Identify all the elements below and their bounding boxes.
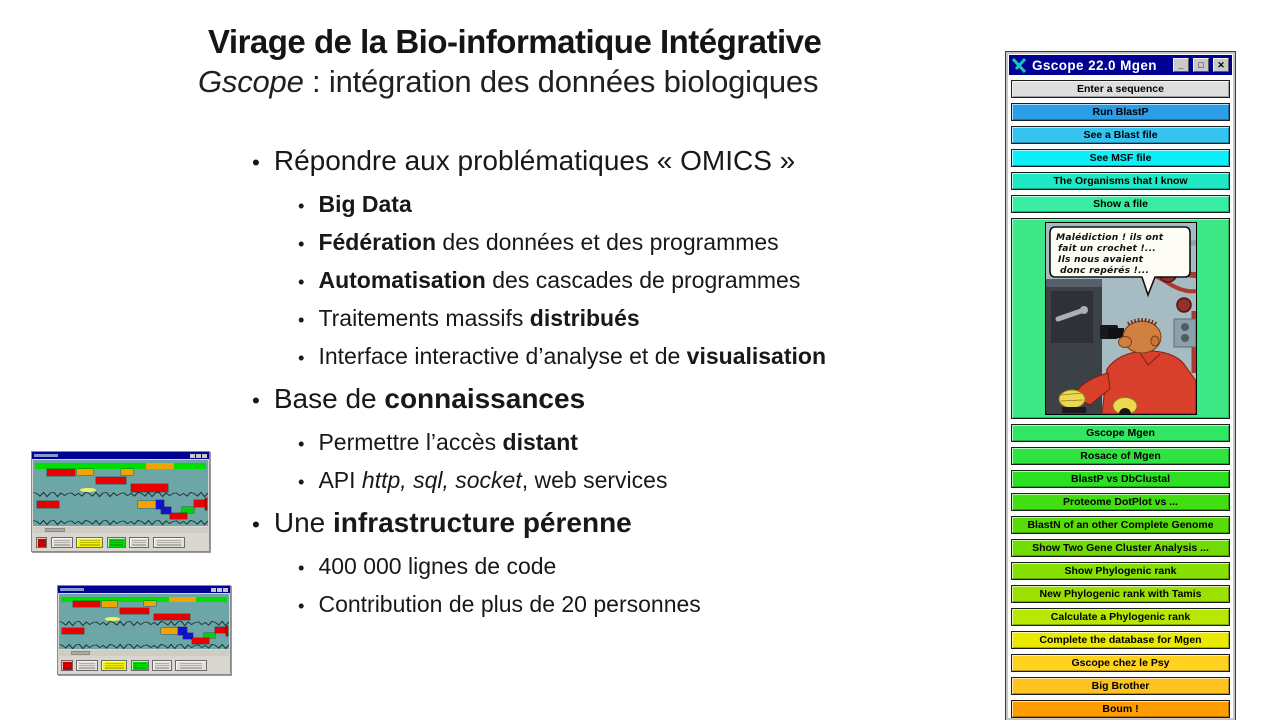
mini-toolbar-button xyxy=(51,537,73,548)
mini-scrollbar xyxy=(33,527,208,533)
bullet-item-level-2 xyxy=(252,262,992,300)
gscope-button-run-blastp[interactable]: Run BlastP xyxy=(1011,103,1230,121)
gene-annotation-box xyxy=(170,513,188,520)
mini-window-control xyxy=(217,588,222,592)
bullet-marker: • xyxy=(298,347,305,368)
slide-title-line2 xyxy=(198,62,918,102)
gscope-titlebar xyxy=(1009,55,1232,75)
mini-toolbar-button xyxy=(175,660,206,671)
mini-toolbar xyxy=(58,656,230,674)
gscope-bottom-buttons xyxy=(1011,424,1230,718)
bullet-marker: • xyxy=(298,233,305,254)
gscope-button-calculate-a-phylogenic-rank[interactable]: Calculate a Phylogenic rank xyxy=(1011,608,1230,626)
bullet-item-level-2 xyxy=(252,424,992,462)
illegible-text-lines xyxy=(134,662,147,669)
illegible-text-lines xyxy=(110,539,123,546)
text-run: Automatisation xyxy=(318,267,486,293)
gscope-button-gscope-chez-le-psy[interactable]: Gscope chez le Psy xyxy=(1011,654,1230,672)
gene-annotation-box xyxy=(62,628,84,634)
mini-toolbar-button xyxy=(129,537,149,548)
text-run: Permettre l’accès xyxy=(318,429,503,455)
text-run: connaissances xyxy=(384,383,586,414)
bullet-list xyxy=(252,138,992,624)
illegible-text-lines xyxy=(38,539,46,546)
bullet-item-level-1 xyxy=(252,500,992,548)
gscope-button-show-a-file[interactable]: Show a file xyxy=(1011,195,1230,213)
gene-annotation-box xyxy=(205,498,207,510)
illegible-text-lines xyxy=(157,539,181,546)
gscope-button-boum[interactable]: Boum ! xyxy=(1011,700,1230,718)
text-run: Gscope xyxy=(198,64,304,99)
mini-window-controls xyxy=(211,588,228,592)
gscope-button-proteome-dotplot-vs[interactable]: Proteome DotPlot vs ... xyxy=(1011,493,1230,511)
bullet-item-level-2 xyxy=(252,224,992,262)
bullet-item-level-2 xyxy=(252,586,992,624)
bullet-item-level-2 xyxy=(252,186,992,224)
mini-scrollbar xyxy=(59,650,229,656)
gene-annotation-box xyxy=(144,601,156,606)
text-run: : intégration des données biologiques xyxy=(303,64,819,99)
gene-annotation-box xyxy=(215,627,225,633)
illegible-text-lines xyxy=(105,662,124,669)
gscope-window-title: Gscope 22.0 Mgen xyxy=(1032,57,1157,73)
text-run: distant xyxy=(502,429,578,455)
bullet-item-level-2 xyxy=(252,462,992,500)
gscope-button-blastn-of-an-other-complete-genome[interactable]: BlastN of an other Complete Genome xyxy=(1011,516,1230,534)
yellow-glove-left xyxy=(1059,390,1085,408)
mini-window-control xyxy=(196,454,201,458)
gscope-button-big-brother[interactable]: Big Brother xyxy=(1011,677,1230,695)
mini-scrollbar-thumb xyxy=(45,528,64,532)
illegible-text-lines xyxy=(132,539,146,546)
bullet-text xyxy=(274,138,795,184)
bullet-marker: • xyxy=(252,388,260,413)
gene-annotation-box xyxy=(131,484,168,491)
ruler-highlight-segment xyxy=(169,597,196,602)
text-run: Traitements massifs xyxy=(318,305,530,331)
genome-browser-screenshot-2 xyxy=(57,585,231,675)
speech-line-4: donc repérés !... xyxy=(1059,265,1149,276)
gene-annotation-box xyxy=(102,601,117,607)
signal-wave xyxy=(33,490,208,498)
bullet-marker: • xyxy=(298,471,305,492)
speech-line-2: fait un crochet !... xyxy=(1057,243,1156,254)
mini-window-control xyxy=(223,588,228,592)
mini-toolbar-button xyxy=(76,660,97,671)
text-run: Interface interactive d’analyse et de xyxy=(318,343,687,369)
maximize-button[interactable]: □ xyxy=(1193,58,1209,72)
speech-line-3: Ils nous avaient xyxy=(1057,254,1143,265)
bullet-text xyxy=(318,462,667,499)
text-run: 400 000 lignes de code xyxy=(318,553,557,579)
mini-window-control xyxy=(202,454,207,458)
gscope-button-show-phylogenic-rank[interactable]: Show Phylogenic rank xyxy=(1011,562,1230,580)
text-run: infrastructure pérenne xyxy=(333,507,632,538)
gene-annotation-box xyxy=(192,638,209,644)
gscope-button-enter-a-sequence[interactable]: Enter a sequence xyxy=(1011,80,1230,98)
bullet-text xyxy=(318,262,800,299)
gscope-button-see-a-blast-file[interactable]: See a Blast file xyxy=(1011,126,1230,144)
gscope-button-the-organisms-that-i-know[interactable]: The Organisms that I know xyxy=(1011,172,1230,190)
gene-annotation-box xyxy=(120,608,149,614)
gene-annotation-box xyxy=(154,614,190,620)
mini-window-control xyxy=(190,454,195,458)
bullet-item-level-2 xyxy=(252,548,992,586)
bullet-text xyxy=(274,500,632,546)
text-run: Base de xyxy=(273,383,385,414)
illegible-text-lines xyxy=(79,662,94,669)
bullet-text xyxy=(274,376,585,422)
gene-annotation-box xyxy=(138,501,157,508)
bullet-marker: • xyxy=(298,433,305,454)
mini-window-titlebar xyxy=(58,586,230,593)
bullet-item-level-1 xyxy=(252,376,992,424)
mini-toolbar-button xyxy=(152,660,172,671)
ruler-highlight-segment xyxy=(146,463,173,469)
mini-toolbar-button xyxy=(36,537,48,548)
gene-annotation-box xyxy=(226,626,228,636)
tintin-comic-illustration xyxy=(1046,223,1196,414)
gene-annotation-box xyxy=(47,469,75,476)
text-run: visualisation xyxy=(686,343,826,369)
gscope-window xyxy=(1006,52,1235,720)
text-run: http, sql, socket xyxy=(361,467,522,493)
illegible-text-lines xyxy=(80,539,100,546)
gene-annotation-box xyxy=(121,469,133,475)
mini-window-title-stub xyxy=(34,454,58,457)
comic-frame xyxy=(1011,218,1230,419)
mini-toolbar-button xyxy=(101,660,127,671)
bullet-text xyxy=(318,224,778,261)
close-button[interactable]: ✕ xyxy=(1213,58,1229,72)
mini-toolbar xyxy=(32,533,209,551)
signal-wave xyxy=(59,619,229,627)
speech-line-1: Malédiction ! ils ont xyxy=(1055,232,1163,243)
mini-window-controls xyxy=(190,454,207,458)
bullet-marker: • xyxy=(298,271,305,292)
mini-toolbar-button xyxy=(76,537,103,548)
bullet-marker: • xyxy=(298,195,305,216)
mini-toolbar-button xyxy=(107,537,126,548)
illegible-text-lines xyxy=(180,662,203,669)
bullet-item-level-2 xyxy=(252,338,992,376)
text-run: distribués xyxy=(529,305,640,331)
minimize-button[interactable]: _ xyxy=(1173,58,1189,72)
illegible-text-lines xyxy=(63,662,70,669)
text-run: Big Data xyxy=(318,191,412,217)
text-run: Une xyxy=(273,507,333,538)
gene-annotation-box xyxy=(194,500,205,507)
bullet-item-level-1 xyxy=(252,138,992,186)
mini-window-control xyxy=(211,588,216,592)
gscope-button-blastp-vs-dbclustal[interactable]: BlastP vs DbClustal xyxy=(1011,470,1230,488)
bullet-text xyxy=(318,424,577,461)
bullet-item-level-2 xyxy=(252,300,992,338)
bullet-text xyxy=(318,548,556,585)
mini-window-title-stub xyxy=(60,588,84,591)
bullet-marker: • xyxy=(298,557,305,578)
gscope-button-rosace-of-mgen[interactable]: Rosace of Mgen xyxy=(1011,447,1230,465)
mini-toolbar-button xyxy=(61,660,73,671)
text-run: Fédération xyxy=(318,229,437,255)
gscope-button-see-msf-file[interactable]: See MSF file xyxy=(1011,149,1230,167)
text-run: Répondre aux problématiques « OMICS » xyxy=(273,145,796,176)
gene-annotation-box xyxy=(37,501,60,508)
gscope-button-show-two-gene-cluster-analysis[interactable]: Show Two Gene Cluster Analysis ... xyxy=(1011,539,1230,557)
mini-scrollbar-thumb xyxy=(71,651,90,655)
bullet-text xyxy=(318,300,639,337)
mini-toolbar-button xyxy=(131,660,149,671)
mini-toolbar-button xyxy=(153,537,185,548)
gscope-top-buttons xyxy=(1011,80,1230,213)
bullet-marker: • xyxy=(298,595,305,616)
text-run: Contribution de plus de 20 personnes xyxy=(318,591,701,617)
gene-annotation-box xyxy=(73,601,100,607)
slide-title xyxy=(198,22,918,102)
comic-panel xyxy=(1045,222,1197,415)
mini-window-titlebar xyxy=(32,452,209,459)
bullet-text xyxy=(318,338,826,375)
gene-annotation-box xyxy=(96,477,126,484)
genome-map-area xyxy=(33,460,208,526)
bullet-text xyxy=(318,586,700,623)
gscope-button-panel xyxy=(1008,76,1233,718)
bullet-marker: • xyxy=(298,309,305,330)
x11-logo-icon xyxy=(1012,58,1028,73)
genome-browser-screenshot-1 xyxy=(31,451,210,552)
gene-annotation-box xyxy=(161,628,180,634)
genome-map-area xyxy=(59,594,229,649)
text-run: des cascades de programmes xyxy=(485,267,801,293)
gene-annotation-box xyxy=(77,469,93,476)
bullet-text xyxy=(318,186,411,223)
gscope-button-gscope-mgen[interactable]: Gscope Mgen xyxy=(1011,424,1230,442)
illegible-text-lines xyxy=(155,662,169,669)
bullet-marker: • xyxy=(252,150,260,175)
gscope-button-complete-the-database-for-mgen[interactable]: Complete the database for Mgen xyxy=(1011,631,1230,649)
text-run: API xyxy=(318,467,362,493)
text-run: , web services xyxy=(521,467,668,493)
illegible-text-lines xyxy=(54,539,70,546)
gscope-button-new-phylogenic-rank-with-tamis[interactable]: New Phylogenic rank with Tamis xyxy=(1011,585,1230,603)
bullet-marker: • xyxy=(252,512,260,537)
slide-title-line1: Virage de la Bio-informatique Intégrative xyxy=(208,23,822,60)
text-run: des données et des programmes xyxy=(436,229,779,255)
